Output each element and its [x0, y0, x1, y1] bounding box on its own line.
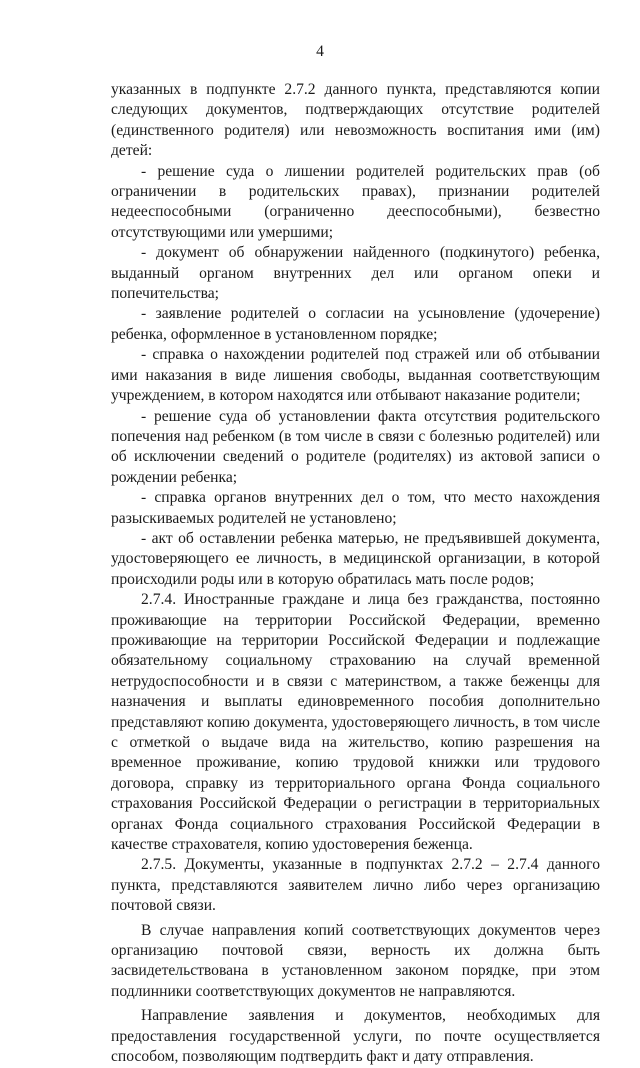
paragraph: В случае направления копий соответствующих документов через организацию почтовой связи, верность их должна быть засвидетельствована в установленном законом порядке, при этом подлинники соответствующих документов не направляются.	[111, 921, 600, 1000]
document-body	[111, 80, 600, 1068]
paragraph: 2.7.4. Иностранные граждане и лица без гражданства, постоянно проживающие на территории Российской Федерации, временно проживающие на территории Российской Федерации и подлежащие обязательному социальному страхованию на случай временной нетрудоспособности и в связи с материнством, а также беженцы для назначения и выплаты единовременного пособия дополнительно представляют копию документа, удостоверяющего личность, в том числе с отметкой о выдаче вида на жительство, копию разрешения на временное проживание, копию трудовой книжки или трудового договора, справку из территориального органа Фонда социального страхования Российской Федерации о регистрации в территориальных органах Фонда социального страхования Российской Федерации в качестве страхователя, копию удостоверения беженца.	[111, 591, 600, 854]
list-item: - заявление родителей о согласии на усыновление (удочерение) ребенка, оформленное в установленном порядке;	[111, 305, 600, 343]
list-item: - решение суда об установлении факта отсутствия родительского попечения над ребенком (в том числе в связи с болезнью родителей) или об исключении сведений о родителе (родителях) из актовой записи о рождении ребенка;	[111, 407, 600, 486]
paragraph: указанных в подпункте 2.7.2 данного пункта, представляются копии следующих документов, подтверждающих отсутствие родителей (единственного родителя) или невозможность воспитания ими (им) детей:	[111, 81, 600, 160]
paragraph: Направление заявления и документов, необходимых для предоставления государственной услуги, по почте осуществляется способом, позволяющим подтвердить факт и дату отправления.	[111, 1007, 600, 1066]
list-item: - справка о нахождении родителей под стражей или об отбывании ими наказания в виде лишения свободы, выданная соответствующим учреждением, в котором находятся или отбывают наказание родители;	[111, 346, 600, 405]
list-item: - решение суда о лишении родителей родительских прав (об ограничении в родительских правах), признании родителей недееспособными (ограниченно дееспособными), безвестно отсутствующими или умершими;	[111, 162, 600, 241]
list-item: - справка органов внутренних дел о том, что место нахождения разыскиваемых родителей не установлено;	[111, 489, 600, 527]
paragraph: 2.7.5. Документы, указанные в подпунктах 2.7.2 – 2.7.4 данного пункта, представляются заявителем лично либо через организацию почтовой связи.	[111, 856, 600, 915]
page-number: 4	[316, 43, 324, 60]
list-item: - документ об обнаружении найденного (подкинутого) ребенка, выданный органом внутренних дел или органом опеки и попечительства;	[111, 244, 600, 303]
list-item: - акт об оставлении ребенка матерью, не предъявившей документа, удостоверяющего ее личность, в медицинской организации, в которой происходили роды или в которую обратилась мать после родов;	[111, 529, 600, 588]
